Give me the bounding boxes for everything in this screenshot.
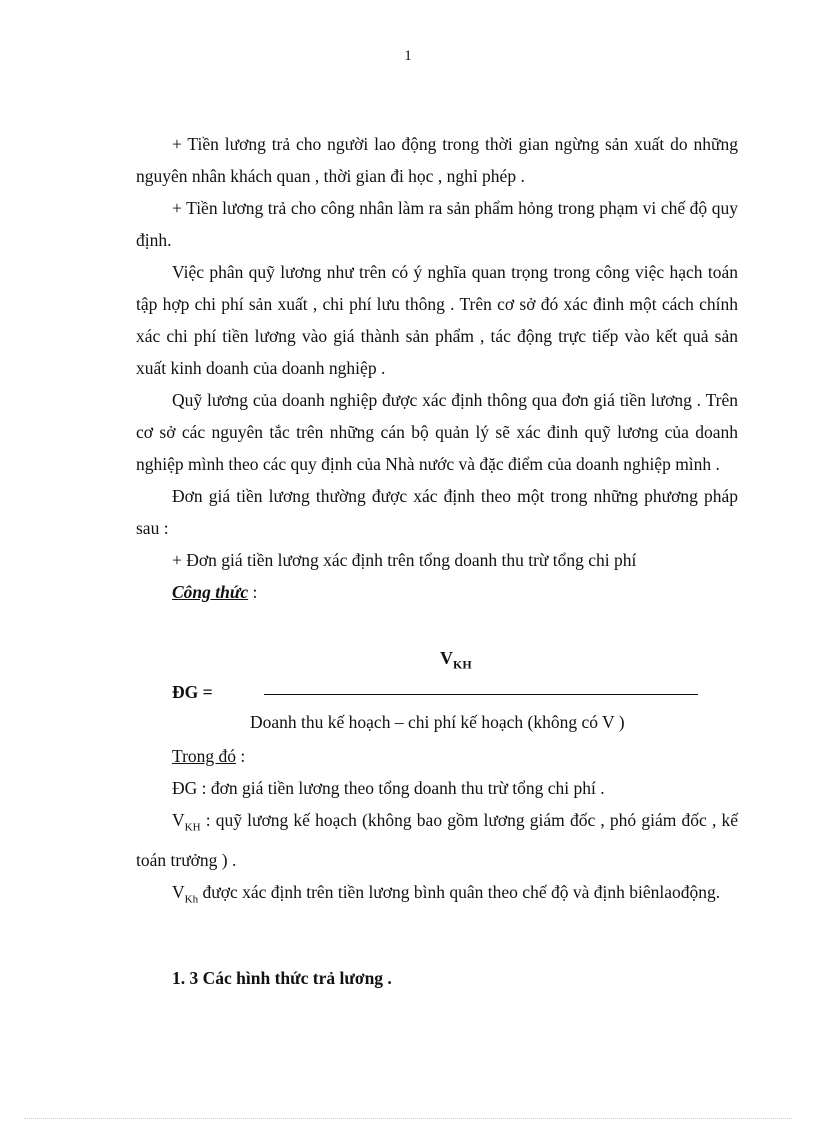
paragraph-5: Đơn giá tiền lương thường được xác định theo một trong những phương pháp sau : <box>136 486 738 538</box>
formula-label-line <box>136 576 738 608</box>
vkh2-definition <box>136 876 738 916</box>
formula-denominator: Doanh thu kế hoạch – chi phí kế hoạch (không có V ) <box>250 712 625 732</box>
paragraph-1: + Tiền lương trả cho người lao động trong thời gian ngừng sản xuất do những nguyên nhân khách quan , thời gian đi học , nghỉ phép . <box>136 134 738 186</box>
numerator-main: V <box>440 648 453 668</box>
fraction-bar <box>264 694 698 695</box>
vkh-definition <box>136 804 738 876</box>
definitions <box>136 740 738 915</box>
numerator-sub: KH <box>453 657 472 672</box>
vkh-text: : quỹ lương kế hoạch (không bao gồm lương giám đốc , phó giám đốc , kế toán trưởng ) . <box>136 810 738 870</box>
formula-label: Công thức <box>172 582 249 602</box>
vkh-subscript: KH <box>184 821 201 834</box>
page-bottom-rule <box>24 1118 792 1119</box>
vkh2-text: được xác định trên tiền lương bình quân theo chế độ và định biênlaođộng. <box>198 881 721 902</box>
paragraph-4: Quỹ lương của doanh nghiệp được xác định thông qua đơn giá tiền lương . Trên cơ sở các nguyên tắc trên những cán bộ quản lý sẽ xác đinh quỹ lương của doanh nghiệp mình theo các quy định của Nhà nước và đặc điểm của doanh nghiệp mình . <box>136 390 738 474</box>
formula-label-suffix: : <box>248 582 258 602</box>
page-number: 1 <box>404 48 412 64</box>
where-label: Trong đó <box>172 746 237 766</box>
vkh-symbol: V <box>172 810 185 830</box>
paragraph-2: + Tiền lương trả cho công nhân làm ra sản phẩm hỏng trong phạm vi chế độ quy định. <box>136 198 738 250</box>
body-text <box>136 128 738 608</box>
formula-lhs: ĐG = <box>172 682 213 702</box>
dg-definition: ĐG : đơn giá tiền lương theo tổng doanh thu trừ tổng chi phí . <box>172 778 605 798</box>
formula-numerator <box>440 648 472 673</box>
paragraph-3: Việc phân quỹ lương như trên có ý nghĩa quan trọng trong công việc hạch toán tập hợp chi phí sản xuất , chi phí lưu thông . Trên cơ sở đó xác đinh một cách chính xác chi phí tiền lương vào giá thành sản phẩm , tác động trực tiếp vào kết quả sản xuất kinh doanh của doanh nghiệp . <box>136 262 738 378</box>
vkh2-symbol: V <box>172 881 185 902</box>
where-label-line <box>136 740 738 772</box>
where-label-suffix: : <box>236 746 246 766</box>
paragraph-6: + Đơn giá tiền lương xác định trên tổng doanh thu trừ tổng chi phí <box>172 550 637 570</box>
vkh2-subscript: Kh <box>184 893 199 905</box>
section-heading: 1. 3 Các hình thức trả lương . <box>172 968 392 988</box>
